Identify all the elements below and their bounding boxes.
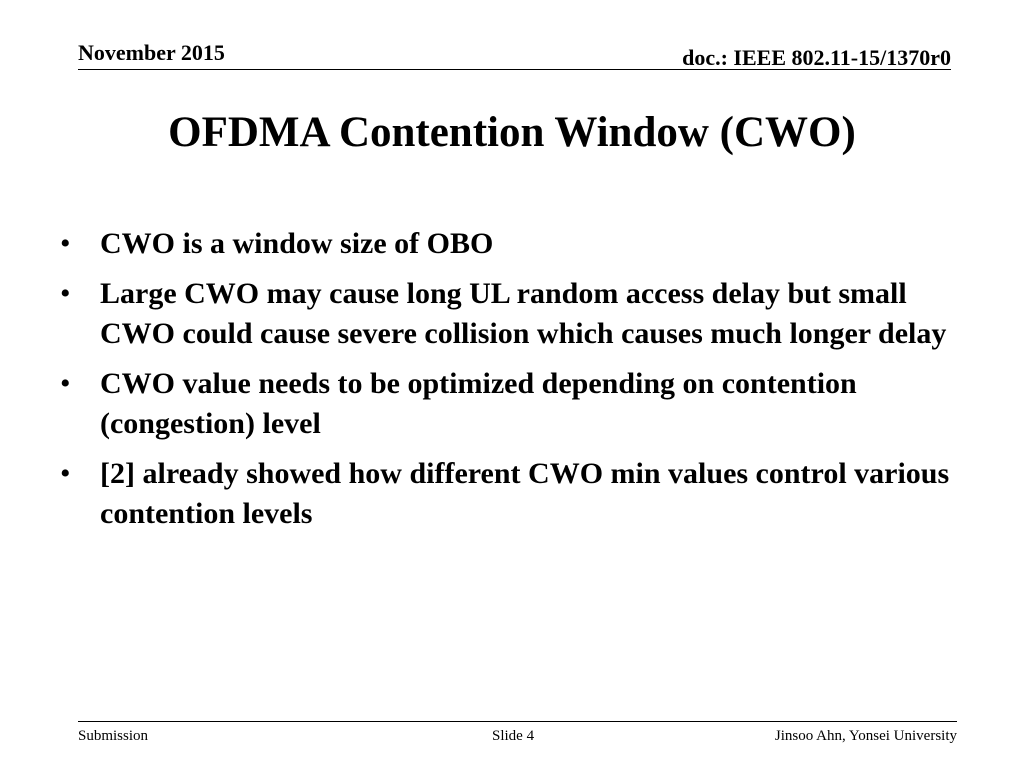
- header-date: November 2015: [78, 40, 225, 65]
- bullet-dot-icon: •: [60, 367, 71, 400]
- header-divider: [78, 69, 951, 70]
- bullet-dot-icon: •: [60, 227, 71, 260]
- bullet-item: [60, 274, 980, 354]
- bullet-text: CWO value needs to be optimized depending on contention (congestion) level: [100, 367, 857, 440]
- bullet-item: [60, 454, 980, 534]
- bullet-list: [60, 224, 980, 544]
- footer-submission: Submission: [78, 728, 149, 744]
- bullet-dot-icon: •: [60, 277, 71, 310]
- bullet-text: CWO is a window size of OBO: [100, 227, 494, 260]
- footer-divider: [78, 721, 957, 722]
- footer-author: Jinsoo Ahn, Yonsei University: [774, 728, 957, 744]
- document-id: doc.: IEEE 802.11-15/1370r0: [682, 45, 951, 70]
- slide-title: OFDMA Contention Window (CWO): [168, 109, 856, 156]
- slide-number: Slide 4: [492, 728, 535, 744]
- bullet-item: [60, 224, 980, 264]
- bullet-dot-icon: •: [60, 457, 71, 490]
- bullet-text: Large CWO may cause long UL random access delay but small CWO could cause severe collision which causes much longer delay: [100, 277, 947, 350]
- bullet-text: [2] already showed how different CWO min values control various contention levels: [100, 457, 950, 530]
- bullet-item: [60, 364, 980, 444]
